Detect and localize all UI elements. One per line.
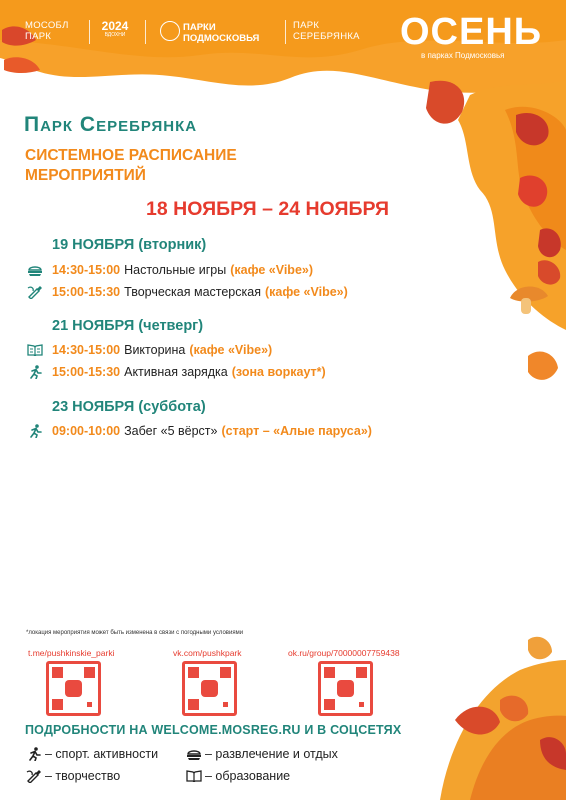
parki-logo-line1: ПАРКИ <box>183 22 216 33</box>
legend-item <box>25 769 120 783</box>
sport-icon <box>25 424 45 438</box>
entertainment-icon <box>185 747 203 761</box>
schedule-event <box>25 364 326 380</box>
header-divider <box>89 20 90 44</box>
legend-label: – развлечение и отдых <box>205 747 338 761</box>
day-heading: 21 НОЯБРЯ (четверг) <box>52 318 204 334</box>
ok-icon <box>337 680 354 697</box>
day-heading: 19 НОЯБРЯ (вторник) <box>52 237 207 253</box>
ok-qr-code[interactable] <box>318 661 373 716</box>
vk-link[interactable]: vk.com/pushkpark <box>173 648 242 658</box>
logo-2024-year: 2024 <box>101 19 129 33</box>
parki-podmoskovya-logo <box>183 22 259 44</box>
event-name: Творческая мастерская <box>124 285 261 299</box>
weather-note: *локация мероприятия может быть изменена в связи с погодными условиями <box>26 630 244 636</box>
schedule-event <box>25 423 372 439</box>
mosobl-logo-line1: МОСОБЛ <box>25 20 69 31</box>
legend-item <box>185 747 338 761</box>
header-divider <box>285 20 286 44</box>
event-location: (старт – «Алые паруса») <box>221 424 372 438</box>
event-time: 14:30-15:00 <box>52 343 121 357</box>
schedule-event <box>25 262 313 278</box>
event-location: (зона воркаут*) <box>231 365 326 379</box>
event-time: 15:00-15:30 <box>52 365 121 379</box>
event-name: Активная зарядка <box>124 365 228 379</box>
subtitle-line2: МЕРОПРИЯТИЙ <box>25 167 146 184</box>
parki-logo-icon <box>160 21 180 41</box>
legend-label: – творчество <box>45 769 121 783</box>
education-icon <box>25 343 45 357</box>
legend-label: – спорт. активности <box>45 747 159 761</box>
event-name: Настольные игры <box>124 263 227 277</box>
day-heading: 23 НОЯБРЯ (суббота) <box>52 399 206 415</box>
page-title: Парк Серебрянка <box>24 113 198 136</box>
logo-2024 <box>99 20 131 39</box>
event-location: (кафе «Vibe») <box>264 285 348 299</box>
education-icon <box>185 769 203 783</box>
header-divider <box>145 20 146 44</box>
event-time: 14:30-15:00 <box>52 263 121 277</box>
event-name: Викторина <box>124 343 186 357</box>
legend-label: – образование <box>205 769 291 783</box>
schedule-subtitle <box>25 146 325 186</box>
sport-icon <box>25 365 45 379</box>
event-time: 09:00-10:00 <box>52 424 121 438</box>
event-name: Забег «5 вёрст» <box>124 424 218 438</box>
autumn-subtitle: в парках Подмосковья <box>421 51 505 60</box>
logo-2024-caption: ВДОХНИ <box>104 32 126 38</box>
sport-icon <box>25 747 43 761</box>
ok-link[interactable]: ok.ru/group/70000007759438 <box>288 648 400 658</box>
creativity-icon <box>25 769 43 783</box>
vk-icon <box>201 680 218 697</box>
park-serebryanka-logo <box>293 20 360 42</box>
date-range: 18 НОЯБРЯ – 24 НОЯБРЯ <box>146 198 390 220</box>
details-banner: ПОДРОБНОСТИ НА WELCOME.MOSREG.RU И В СОЦСЕТЯХ <box>25 723 402 737</box>
event-location: (кафе «Vibe») <box>189 343 273 357</box>
autumn-title-logo: ОСЕНЬ <box>400 11 543 53</box>
serebr-logo-line1: ПАРК <box>293 20 320 31</box>
entertainment-icon <box>25 263 45 277</box>
schedule-event <box>25 342 272 358</box>
legend-item <box>185 769 290 783</box>
serebr-logo-line2: СЕРЕБРЯНКА <box>293 31 360 42</box>
telegram-link[interactable]: t.me/pushkinskie_parki <box>28 648 115 658</box>
telegram-icon <box>65 680 82 697</box>
mosobl-logo-line2: ПАРК <box>25 31 52 42</box>
vk-qr-code[interactable] <box>182 661 237 716</box>
schedule-event <box>25 284 348 300</box>
subtitle-line1: СИСТЕМНОЕ РАСПИСАНИЕ <box>25 147 237 164</box>
creativity-icon <box>25 285 45 299</box>
legend-item <box>25 747 158 761</box>
event-location: (кафе «Vibe») <box>230 263 314 277</box>
parki-logo-line2: ПОДМОСКОВЬЯ <box>183 33 260 44</box>
telegram-qr-code[interactable] <box>46 661 101 716</box>
mosobl-park-logo <box>25 20 69 42</box>
event-time: 15:00-15:30 <box>52 285 121 299</box>
